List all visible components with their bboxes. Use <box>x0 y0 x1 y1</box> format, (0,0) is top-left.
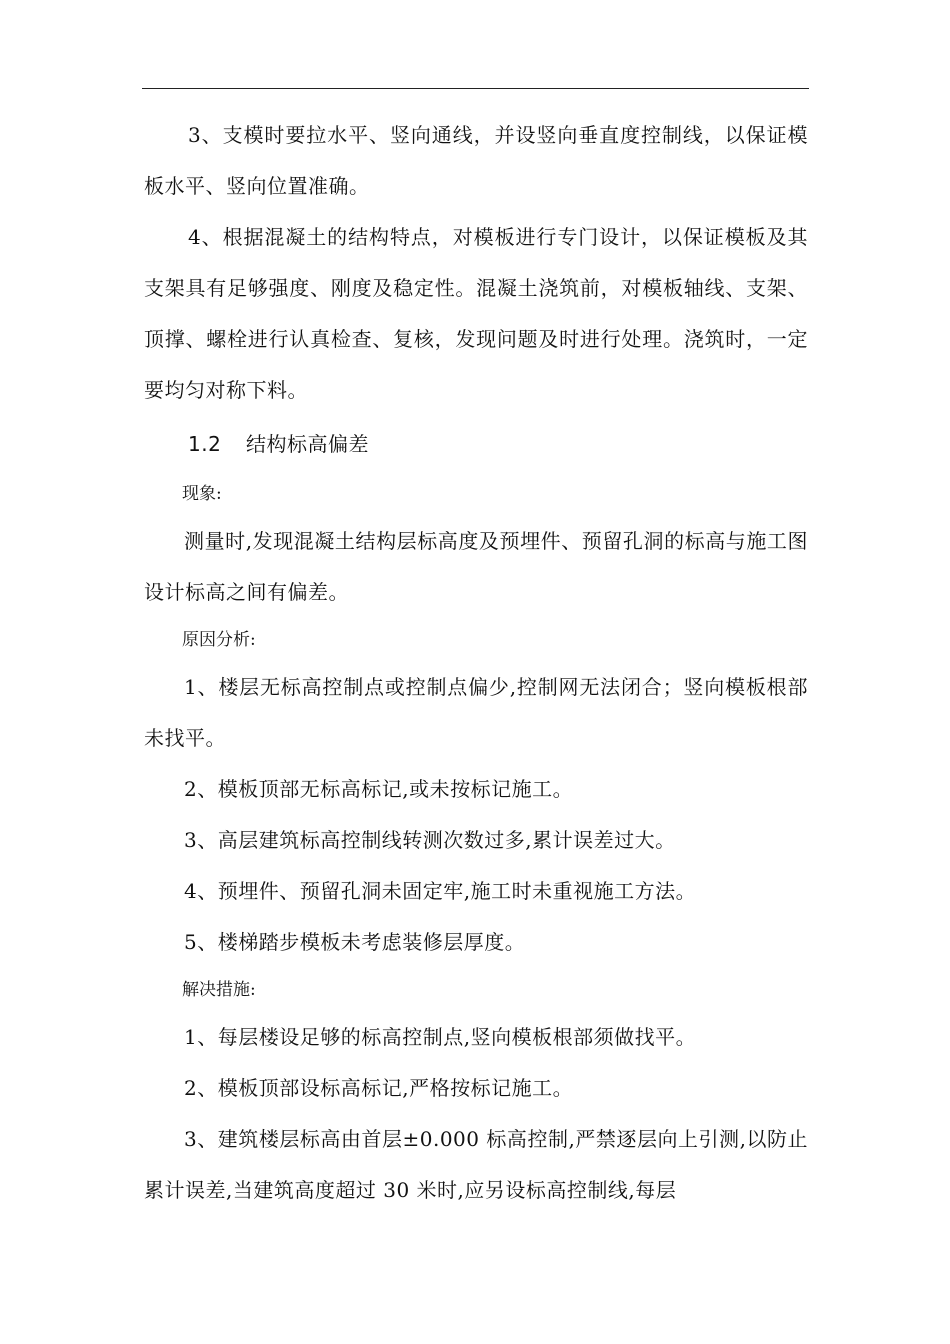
cause-item-3: 3、高层建筑标高控制线转测次数过多,累计误差过大。 <box>184 828 676 852</box>
section-title: 结构标高偏差 <box>246 432 369 456</box>
label-cause-analysis: 原因分析: <box>182 630 256 650</box>
cause-item-1: 1、楼层无标高控制点或控制点偏少,控制网无法闭合；竖向模板根部未找平。 <box>144 675 808 750</box>
section-heading <box>144 416 808 472</box>
solution-item-2: 2、模板顶部设标高标记,严格按标记施工。 <box>184 1076 574 1100</box>
paragraph-formwork-lines: 3、支模时要拉水平、竖向通线，并设竖向垂直度控制线，以保证模板水平、竖向位置准确。 <box>144 123 808 198</box>
cause-item-4: 4、预埋件、预留孔洞未固定牢,施工时未重视施工方法。 <box>184 879 697 903</box>
phenomenon-text: 测量时,发现混凝土结构层标高度及预埋件、预留孔洞的标高与施工图设计标高之间有偏差。 <box>144 529 808 604</box>
paragraph-formwork-design: 4、根据混凝土的结构特点，对模板进行专门设计，以保证模板及其支架具有足够强度、刚度及稳定性。混凝土浇筑前，对模板轴线、支架、顶撑、螺栓进行认真检查、复核，发现问题及时进行处理。浇筑时，一定要均匀对称下料。 <box>144 225 808 402</box>
document-body <box>144 110 808 1216</box>
cause-item-5: 5、楼梯踏步模板未考虑装修层厚度。 <box>184 930 526 954</box>
solution-item-1: 1、每层楼设足够的标高控制点,竖向模板根部须做找平。 <box>184 1025 697 1049</box>
section-number: 1.2 <box>188 432 222 456</box>
label-solution: 解决措施: <box>182 980 256 1000</box>
cause-item-2: 2、模板顶部无标高标记,或未按标记施工。 <box>184 777 574 801</box>
solution-item-3: 3、建筑楼层标高由首层±0.000 标高控制,严禁逐层向上引测,以防止累计误差,当建筑高度超过 30 米时,应另设标高控制线,每层 <box>144 1127 808 1202</box>
label-phenomenon: 现象: <box>182 484 222 504</box>
header-rule <box>142 88 809 89</box>
